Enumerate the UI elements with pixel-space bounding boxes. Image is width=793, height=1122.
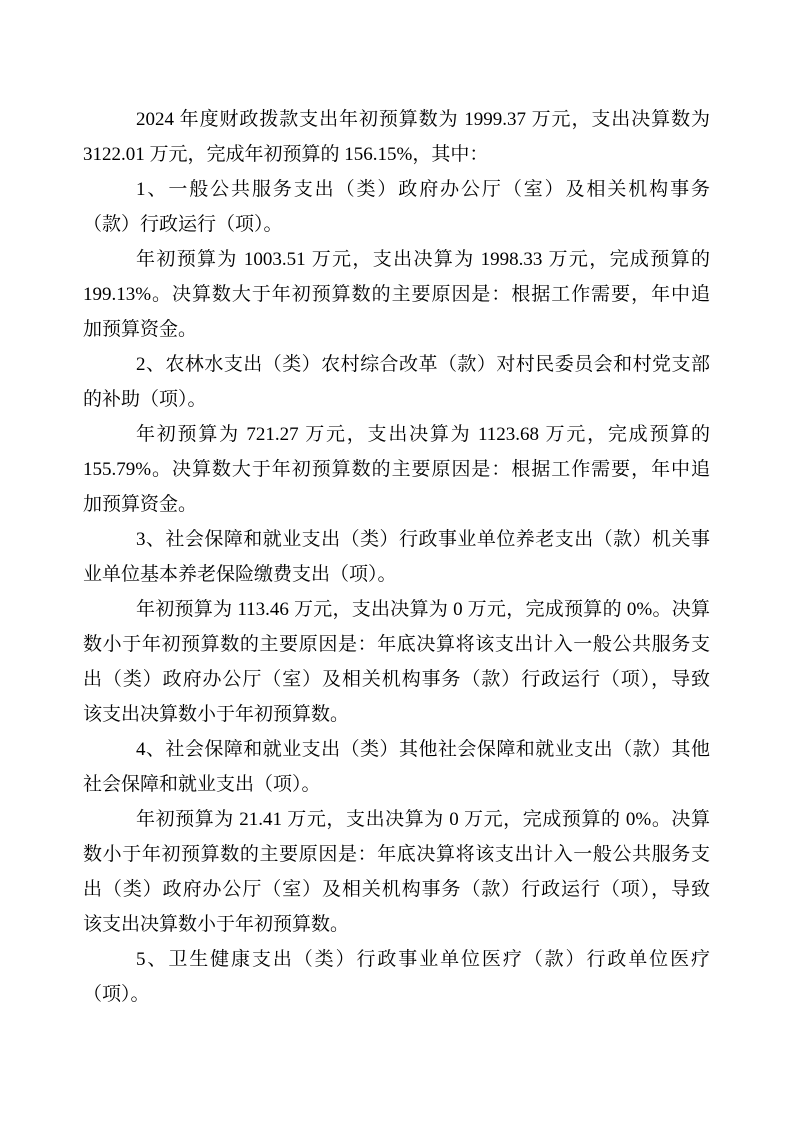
text-line: 5、卫生健康支出（类）行政事业单位医疗（款）行政单位医疗 — [136, 949, 710, 970]
text-line: 2024 年度财政拨款支出年初预算数为 1999.37 万元，支出决算数为 — [136, 109, 710, 130]
paragraph — [83, 522, 710, 592]
text-line: 2、农林水支出（类）农村综合改革（款）对村民委员会和村党支部 — [136, 354, 710, 375]
text-line: 数小于年初预算数的主要原因是：年底决算将该支出计入一般公共服务支 — [83, 634, 710, 655]
paragraph — [83, 942, 710, 1012]
text-line: 数小于年初预算数的主要原因是：年底决算将该支出计入一般公共服务支 — [83, 844, 710, 865]
text-line: 年初预算为 113.46 万元，支出决算为 0 万元，完成预算的 0%。决算 — [136, 599, 710, 620]
text-line: （款）行政运行（项）。 — [83, 214, 283, 235]
text-line: 该支出决算数小于年初预算数。 — [83, 914, 350, 935]
text-line: 年初预算为 21.41 万元，支出决算为 0 万元，完成预算的 0%。决算 — [136, 809, 710, 830]
paragraph — [83, 347, 710, 417]
text-line: 4、社会保障和就业支出（类）其他社会保障和就业支出（款）其他 — [136, 739, 710, 760]
text-line: 业单位基本养老保险缴费支出（项）。 — [83, 564, 397, 585]
paragraph — [83, 417, 710, 522]
paragraph — [83, 732, 710, 802]
paragraph — [83, 802, 710, 942]
paragraph — [83, 592, 710, 732]
document-body — [83, 102, 710, 1012]
text-line: 加预算资金。 — [83, 319, 198, 340]
text-line: 155.79%。决算数大于年初预算数的主要原因是：根据工作需要，年中追 — [83, 459, 710, 480]
paragraph — [83, 242, 710, 347]
text-line: 加预算资金。 — [83, 494, 198, 515]
text-line: 3122.01 万元，完成年初预算的 156.15%，其中： — [83, 144, 489, 165]
text-line: 年初预算为 721.27 万元，支出决算为 1123.68 万元，完成预算的 — [136, 424, 710, 445]
text-line: 社会保障和就业支出（项）。 — [83, 774, 321, 795]
text-line: （项）。 — [83, 984, 150, 1005]
text-line: 出（类）政府办公厅（室）及相关机构事务（款）行政运行（项），导致 — [83, 879, 710, 900]
text-line: 1、一般公共服务支出（类）政府办公厅（室）及相关机构事务 — [136, 179, 710, 200]
text-line: 199.13%。决算数大于年初预算数的主要原因是：根据工作需要，年中追 — [83, 284, 710, 305]
text-line: 的补助（项）。 — [83, 389, 207, 410]
text-line: 年初预算为 1003.51 万元，支出决算为 1998.33 万元，完成预算的 — [136, 249, 710, 270]
paragraph — [83, 102, 710, 172]
paragraph — [83, 172, 710, 242]
text-line: 该支出决算数小于年初预算数。 — [83, 704, 350, 725]
text-line: 3、社会保障和就业支出（类）行政事业单位养老支出（款）机关事 — [136, 529, 710, 550]
text-line: 出（类）政府办公厅（室）及相关机构事务（款）行政运行（项），导致 — [83, 669, 710, 690]
